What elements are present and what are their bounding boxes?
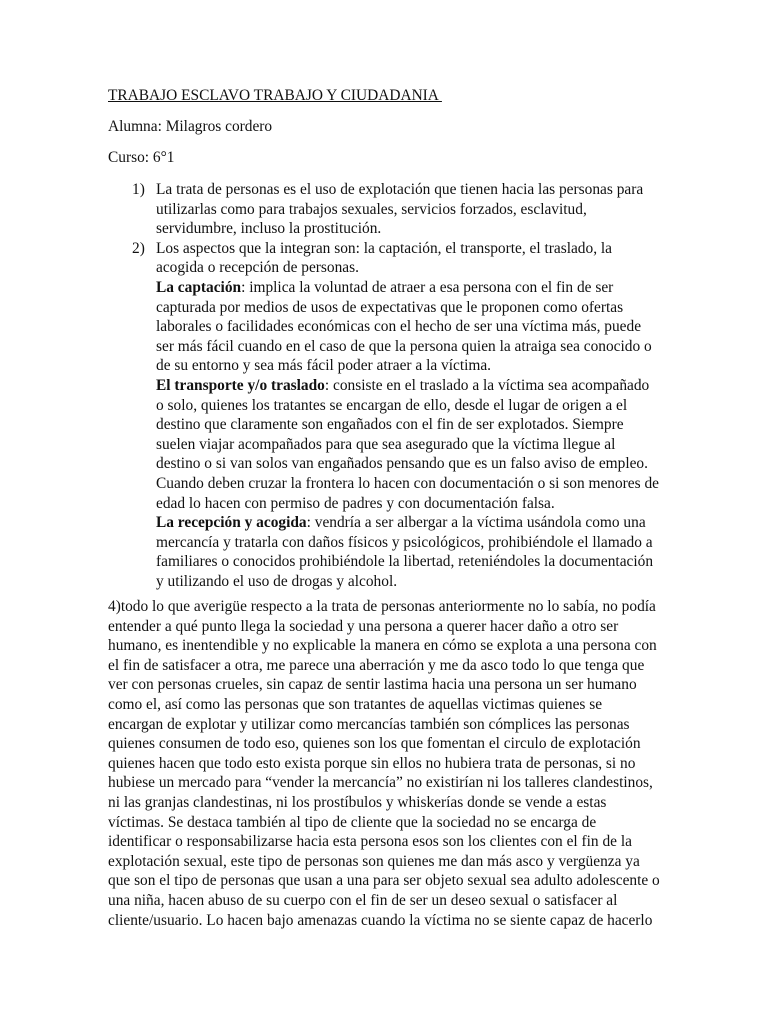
course-label: Curso: 6°1 — [108, 149, 175, 166]
section-transporte — [156, 376, 660, 513]
section-heading: La captación — [156, 278, 242, 296]
item-number: 2) — [132, 239, 145, 257]
section-captacion — [156, 278, 660, 376]
item-intro: Los aspectos que la integran son: la captación, el transporte, el traslado, la acogida o recepción de personas. — [156, 239, 613, 277]
section-text: : consiste en el traslado a la víctima sea acompañado o solo, quienes los tratantes se encargan de ello, desde el lugar de origen a el destino que claramente son engañados con el fin de ser explotados. Siempre suelen viajar acompañados para que sea asegurado que la víctima llegue al destino o si van solos van engañados pensando que es un falso aviso de empleo. Cuando deben cruzar la frontera lo hacen con documentación o si son menores de edad lo hacen con permiso de padres y con documentación falsa. — [156, 376, 659, 512]
item-number: 1) — [132, 181, 145, 198]
document-title: TRABAJO ESCLAVO TRABAJO Y CIUDADANIA — [108, 87, 442, 104]
section-recepcion — [156, 513, 660, 591]
section-heading: La recepción y acogida — [156, 514, 307, 532]
list-item-1 — [108, 180, 660, 239]
section-heading: El transporte y/o traslado — [156, 376, 325, 394]
section-text: : vendría a ser albergar a la víctima usándola como una mercancía y tratarla con daños físicos y psicológicos, prohibiéndole el llamado a familiares o conocidos prohibiéndole la libertad, reteniéndoles la documentación y utilizando el uso de drogas y alcohol. — [156, 514, 654, 590]
item-text: La trata de personas es el uso de explotación que tienen hacia las personas para utilizarlas como para trabajos sexuales, servicios forzados, esclavitud, servidumbre, incluso la prostitución. — [156, 181, 644, 238]
answer-list — [108, 180, 660, 591]
paragraph-4: 4)todo lo que averigüe respecto a la trata de personas anteriormente no lo sabía, no podía entender a qué punto llega la sociedad y una persona a querer hacer daño a otro ser humano, es inentendible y no explicable la manera en cómo se explota a una persona con el fin de satisfacer a otra, me parece una aberración y me da asco todo lo que tenga que ver con personas crueles, sin capaz de sentir lastima hacia una persona un ser humano como el, así como las personas que son tratantes de aquellas victimas quienes se encargan de explotar y utilizar como mercancías también son cómplices las personas quienes consumen de todo eso, quienes son los que fomentan el circulo de explotación quienes hacen que todo esto exista porque sin ellos no hubiera trata de personas, si no hubiese un mercado para “vender la mercancía” no existirían ni los talleres clandestinos, ni las granjas clandestinas, ni los prostíbulos y whiskerías donde se vende a estas víctimas. Se destaca también al tipo de cliente que la sociedad no se encarga de identificar o responsabilizarse hacia esta persona esos son los clientes con el fin de la explotación sexual, este tipo de personas son quienes me dan más asco y vergüenza ya que son el tipo de personas que usan a una para ser objeto sexual sea adulto adolescente o una niña, hacen abuso de su cuerpo con el fin de ser un deseo sexual o satisfacer al cliente/usuario. Lo hacen bajo amenazas cuando la víctima no se siente capaz de hacerlo — [108, 598, 660, 929]
section-text: : implica la voluntad de atraer a esa persona con el fin de ser capturada por medios de usos de expectativas que le proponen como ofertas laborales o facilidades económicas con el hecho de ser una víctima más, puede ser más fácil cuando en el caso de que la persona quien la atraiga sea conocido o de su entorno y sea más fácil poder atraer a la víctima. — [156, 278, 652, 375]
list-item-2 — [108, 239, 660, 592]
student-name: Alumna: Milagros cordero — [108, 118, 273, 135]
